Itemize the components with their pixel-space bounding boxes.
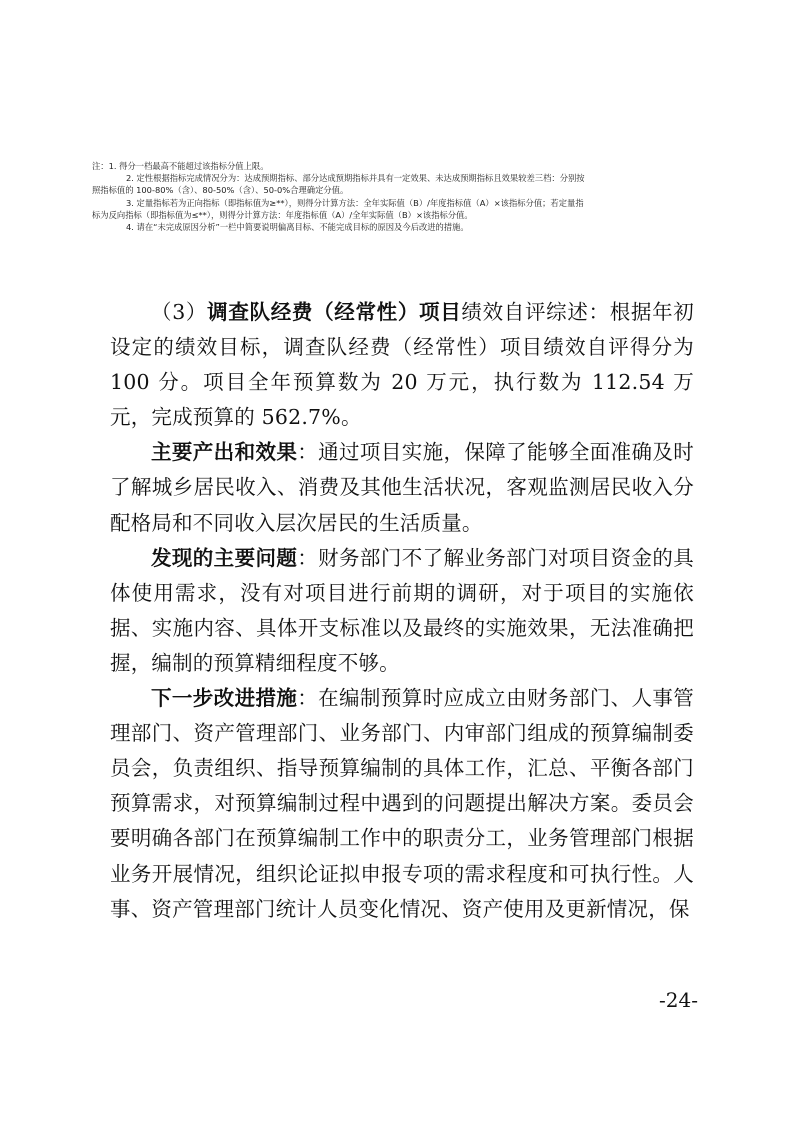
footnote-3-line-2: 标为反向指标（即指标值为≤**），则得分计算方法：年度指标值（A）/全年实际值（B）×该指标分值。 — [92, 209, 473, 220]
outputs-heading: 主要产出和效果 — [151, 440, 298, 465]
improvements-heading: 下一步改进措施 — [151, 686, 298, 711]
project-title: 调查队经费（经常性）项目 — [207, 300, 462, 324]
document-body — [110, 295, 694, 927]
footnote-1: 注：1. 得分一档最高不能超过该指标分值上限。 — [92, 161, 269, 171]
page-number: -24- — [659, 988, 698, 1012]
section-number: （3） — [151, 300, 208, 324]
footnote-4: 4. 请在“未完成原因分析”一栏中简要说明偏离目标、不能完成目标的原因及今后改进的措施。 — [126, 222, 469, 233]
table-footnotes — [92, 160, 702, 233]
outputs-paragraph — [110, 435, 694, 540]
problems-text: ：财务部门不了解业务部门对项目资金的具体使用需求，没有对项目进行前期的调研，对于项目的实施依据、实施内容、具体开支标准以及最终的实施效果，无法准确把握，编制的预算精细程度不够。 — [110, 545, 694, 675]
problems-heading: 发现的主要问题 — [151, 545, 298, 570]
improvements-paragraph — [110, 681, 694, 927]
footnote-2-line-2: 照指标值的 100-80%（含）、80-50%（含）、50-0%合理确定分值。 — [92, 185, 349, 196]
improvements-text: ：在编制预算时应成立由财务部门、人事管理部门、资产管理部门、业务部门、内审部门组成的预算编制委员会，负责组织、指导预算编制的具体工作，汇总、平衡各部门预算需求，对预算编制过程中遇到的问题提出解决方案。委员会要明确各部门在预算编制工作中的职责分工，业务管理部门根据业务开展情况，组织论证拟申报专项的需求程度和可执行性。人事、资产管理部门统计人员变化情况、资产使用及更新情况，保 — [110, 686, 694, 921]
outputs-text: ：通过项目实施，保障了能够全面准确及时了解城乡居民收入、消费及其他生活状况，客观监测居民收入分配格局和不同收入层次居民的生活质量。 — [110, 440, 694, 535]
footnote-3-line-1: 3. 定量指标若为正向指标（即指标值为≥**），则得分计算方法：全年实际值（B）/年度指标值（A）×该指标分值；若定量指 — [126, 197, 584, 208]
project-summary-paragraph — [110, 295, 694, 435]
footnote-2-line-1: 2. 定性根据指标完成情况分为：达成预期指标、部分达成预期指标并具有一定效果、未达成预期指标且效果较差三档：分别按 — [126, 173, 585, 184]
summary-text: 绩效自评综述：根据年初设定的绩效目标，调查队经费（经常性）项目绩效自评得分为 100 分。项目全年预算数为 20 万元，执行数为 112.54 万元，完成预算的 562.7%。 — [110, 300, 694, 430]
problems-paragraph — [110, 541, 694, 681]
